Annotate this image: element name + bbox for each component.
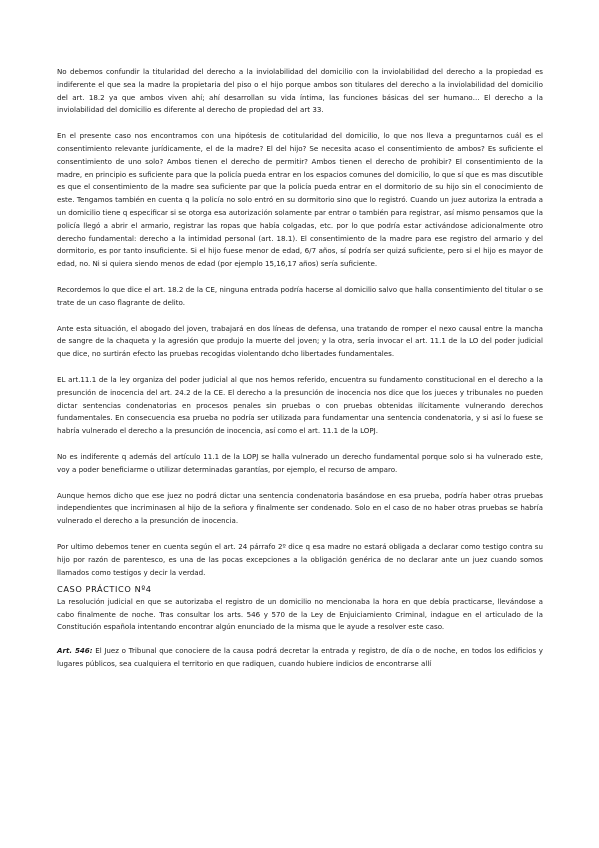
article-label: Art. 546:	[57, 646, 93, 656]
paragraph-titularidad: No debemos confundir la titularidad del derecho a la inviolabilidad del domicilio con la inviolabilidad del derecho a la propiedad es indiferente el que sea la madre la propietaria del piso o el hijo porque ambos son titulares del derecho a la inviolabilidad del domicilio del art. 18.2 ya que ambos viven ahí; ahí desarrollan su vida íntima, las funciones básicas del ser humano… El derecho a la inviolabilidad del domicilio es diferente al derecho de propiedad del art 33.	[57, 67, 543, 115]
case-heading: CASO PRÁCTICO Nº4	[57, 584, 152, 595]
article-text: El Juez o Tribunal que conociere de la causa podrá decretar la entrada y registro, de día o de noche, en todos los edificios y lugares públicos, sea cualquiera el territorio en que radiquen, cuando hubiere indicios de encontrarse allí	[57, 646, 543, 668]
paragraph-otras-pruebas: Aunque hemos dicho que ese juez no podrá dictar una sentencia condenatoria basándose en esa prueba, podría haber otras pruebas independientes que incriminasen al hijo de la señora y finalmente ser condenado. Solo en el caso de no haber otras pruebas se habría vulnerado el derecho a la presunción de inocencia.	[57, 490, 543, 526]
paragraph-caso-4: La resolución judicial en que se autorizaba el registro de un domicilio no mencionaba la hora en que debía practicarse, llevándose a cabo finalmente de noche. Tras consultar los arts. 546 y 570 de la Ley de Enjuiciamiento Criminal, indague en el articulado de la Constitución española intentando encontrar algún enunciado de la misma que le ayude a resolver este caso.	[57, 596, 543, 632]
paragraph-cotitularidad: En el presente caso nos encontramos con una hipótesis de cotitularidad del domicilio, lo que nos lleva a preguntarnos cuál es el consentimiento relevante jurídicamente, el de la madre? El del hijo? Se necesita acaso el consentimiento de ambos? Es suficiente el consentimiento de uno solo? Ambos tienen el derecho de permitir? Ambos tienen el derecho de prohibir? El consentimiento de la madre, en principio es suficiente para que la policía pueda entrar en los espacios comunes del domicilio, lo que sí que es mas discutible es que el consentimiento de la madre sea suficiente par que la policía pueda entrar en el dormitorio de su hijo sin el conocimiento de este. Tengamos también en cuenta q la policía no solo entró en su dormitorio sino que lo registró. Cuando un juez autoriza la entrada a un domicilio tiene q especificar si se otorga esa autorización solamente par entrar o también para registrar, así mismo pensamos que la policía llegó a abrir el armario, registrar las ropas que había colgadas, etc. por lo que podría estar activándose adicionalmente otro derecho fundamental: derecho a la intimidad personal (art. 18.1). El consentimiento de la madre para ese registro del armario y del dormitorio, es por tanto insuficiente. Si el hijo fuese menor de edad, 6/7 años, sí podría ser quizá suficiente, pero si el hijo es mayor de edad, no. Ni si quiera siendo menos de edad (por ejemplo 15,16,17 años) sería suficiente.	[57, 131, 543, 269]
paragraph-recurso-amparo: No es indiferente q además del artículo 11.1 de la LOPJ se halla vulnerado un derecho fundamental porque solo si ha vulnerado este, voy a poder beneficiarme o utilizar determinadas garantías, por ejemplo, el recurso de amparo.	[57, 451, 543, 474]
paragraph-article-546	[57, 645, 543, 671]
paragraph-presuncion-inocencia: EL art.11.1 de la ley organiza del poder judicial al que nos hemos referido, encuentra su fundamento constitucional en el derecho a la presunción de inocencia del art. 24.2 de la CE. El derecho a la presunción de inocencia nos dice que los jueces y tribunales no pueden dictar sentencias condenatorias en procesos penales sin pruebas o con pruebas obtenidas ilícitamente vulnerando derechos fundamentales. En consecuencia esa prueba no podría ser utilizada para fundamentar una sentencia condenatoria, y si así lo fuese se habría vulnerado el derecho a la presunción de inocencia, así como el art. 11.1 de la LOPJ.	[57, 374, 543, 436]
paragraph-defensa: Ante esta situación, el abogado del joven, trabajará en dos líneas de defensa, una tratando de romper el nexo causal entre la mancha de sangre de la chaqueta y la agresión que produjo la muerte del joven; y la otra, sería invocar el art. 11.1 de la LO del poder judicial que dice, no surtirán efecto las pruebas recogidas violentando dcho libertades fundamentales.	[57, 323, 543, 359]
paragraph-art-18-2: Recordemos lo que dice el art. 18.2 de la CE, ninguna entrada podría hacerse al domicilio salvo que halla consentimiento del titular o se trate de un caso flagrante de delito.	[57, 284, 543, 307]
paragraph-testigo: Por ultimo debemos tener en cuenta según el art. 24 párrafo 2º dice q esa madre no estará obligada a declarar como testigo contra su hijo por razón de parentesco, es una de las pocas excepciones a la obligación genérica de no declarar ante un juez cuando somos llamados como testigos y decir la verdad.	[57, 541, 543, 577]
document-page	[57, 66, 543, 684]
